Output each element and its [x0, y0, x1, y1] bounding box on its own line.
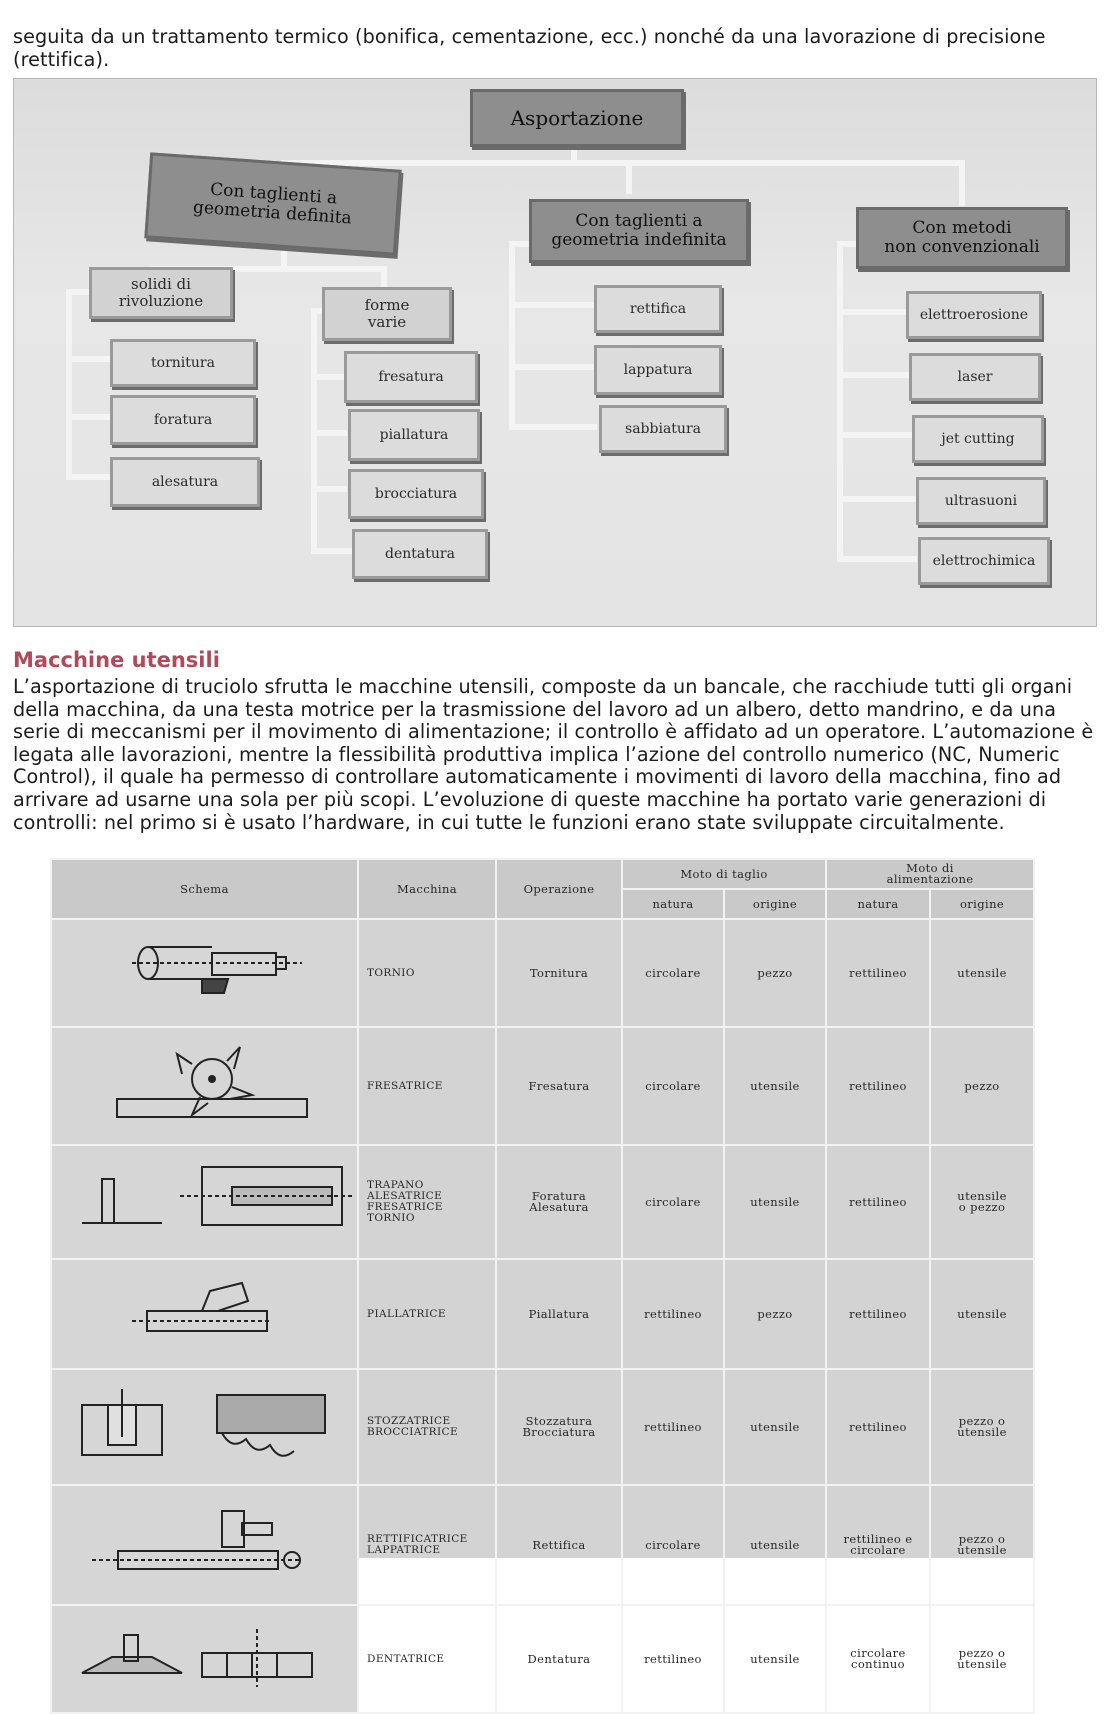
machine-tools-table — [50, 858, 1033, 1671]
table-row: DENTATRICE Dentatura rettilineo utensile circolare continuo pezzo o utensile — [51, 1605, 1034, 1713]
header-taglio-origine: origine — [724, 889, 826, 919]
leaf-dentatura: dentatura — [352, 529, 488, 579]
table-row: PIALLATRICE Piallatura rettilineo pezzo rettilineo utensile — [51, 1259, 1034, 1369]
schema-dentatrice-drawing — [51, 1605, 358, 1713]
asportazione-diagram — [13, 78, 1097, 627]
leaf-jet-cutting: jet cutting — [912, 415, 1044, 463]
table-row: TORNIO Tornitura circolare pezzo rettilineo utensile — [51, 919, 1034, 1027]
leaf-alesatura: alesatura — [110, 457, 260, 507]
leaf-brocciatura: brocciatura — [348, 469, 484, 519]
branch-geometria-indefinita: Con taglienti a geometria indefinita — [529, 199, 749, 263]
group-solidi-rivoluzione: solidi di rivoluzione — [89, 267, 233, 319]
leaf-elettroerosione: elettroerosione — [906, 291, 1042, 339]
intro-paragraph: seguita da un trattamento termico (bonifica, cementazione, ecc.) nonché da una lavorazione di precisione (rettifica). — [13, 25, 1046, 71]
schema-trapano-drawing — [51, 1145, 358, 1259]
root-node: Asportazione — [470, 89, 684, 147]
header-alim-natura: natura — [826, 889, 930, 919]
header-alim-origine: origine — [930, 889, 1034, 919]
schema-tornio-drawing — [51, 919, 358, 1027]
leaf-elettrochimica: elettrochimica — [918, 537, 1050, 585]
leaf-rettifica: rettifica — [594, 285, 722, 333]
header-macchina: Macchina — [358, 859, 496, 919]
leaf-ultrasuoni: ultrasuoni — [916, 477, 1046, 525]
leaf-sabbiatura: sabbiatura — [599, 405, 727, 453]
section-paragraph: L’asportazione di truciolo sfrutta le macchine utensili, composte da un bancale, che racchiude tutti gli organi della macchina, da una testa motrice per la trasmissione del lavoro ad un albero, detto mandrino, e da una serie di meccanismi per il movimento di alimentazione; il controllo è affidato ad un operatore. L’automazione è legata alle lavorazioni, mentre la flessibilità produttiva implica l’azione del controllo numerico (NC, Numeric Control), il quale ha permesso di controllare automaticamente i movimenti di lavoro della macchina, fino ad arrivare ad usarne una sola per più scopi. L’evoluzione di queste macchine ha portato varie generazioni di controlli: nel primo si è usato l’hardware, in cui tutte le funzioni erano state sviluppate circuitalmente. — [13, 675, 1094, 834]
schema-piallatrice-drawing — [51, 1259, 358, 1369]
leaf-laser: laser — [909, 353, 1041, 401]
schema-rettificatrice-drawing — [51, 1485, 358, 1605]
header-moto-alimentazione: Moto di alimentazione — [826, 859, 1034, 889]
leaf-tornitura: tornitura — [110, 339, 256, 387]
leaf-foratura: foratura — [110, 395, 256, 445]
branch-metodi-non-convenzionali: Con metodi non convenzionali — [856, 207, 1068, 269]
table-row: RETTIFICATRICE LAPPATRICE Rettifica circolare utensile rettilineo e circolare pezzo o utensile — [51, 1485, 1034, 1605]
leaf-lappatura: lappatura — [594, 345, 722, 395]
table-row: TRAPANO ALESATRICE FRESATRICE TORNIO Foratura Alesatura circolare utensile rettilineo utensile o pezzo — [51, 1145, 1034, 1259]
leaf-piallatura: piallatura — [348, 409, 480, 461]
header-moto-taglio: Moto di taglio — [622, 859, 826, 889]
header-taglio-natura: natura — [622, 889, 724, 919]
header-operazione: Operazione — [496, 859, 622, 919]
section-title: Macchine utensili — [13, 648, 220, 672]
group-forme-varie: forme varie — [322, 287, 452, 341]
table-row: FRESATRICE Fresatura circolare utensile rettilineo pezzo — [51, 1027, 1034, 1145]
branch-geometria-definita: Con taglienti a geometria definita — [144, 152, 401, 255]
schema-stozzatrice-drawing — [51, 1369, 358, 1485]
table-row: STOZZATRICE BROCCIATRICE Stozzatura Brocciatura rettilineo utensile rettilineo pezzo o utensile — [51, 1369, 1034, 1485]
schema-fresatrice-drawing — [51, 1027, 358, 1145]
leaf-fresatura: fresatura — [344, 351, 478, 403]
header-schema: Schema — [51, 859, 358, 919]
